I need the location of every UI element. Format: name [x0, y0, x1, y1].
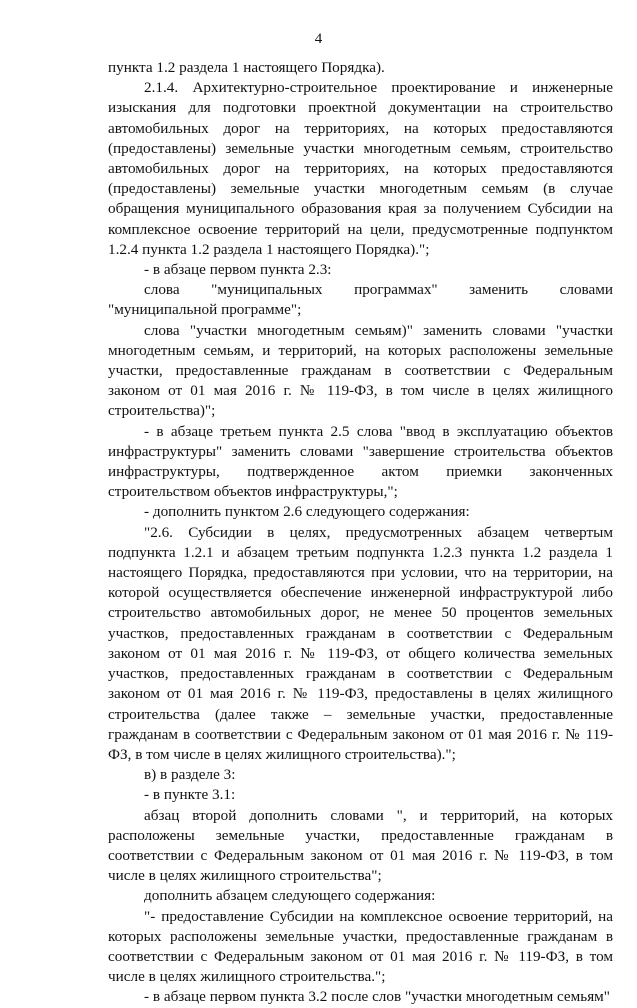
paragraph: слова "муниципальных программах" заменить словами "муниципальной программе"; [108, 281, 613, 319]
paragraph: - в абзаце третьем пункта 2.5 слова "ввод в эксплуатацию объектов инфраструктуры" заменить словами "завершение строительства объектов инфраструктуры, подтвержденное актом приемки законченных строительством объектов инфраструктуры,"; [108, 422, 613, 501]
paragraph: "2.6. Субсидии в целях, предусмотренных абзацем четвертым подпункта 1.2.1 и абзацем третьим подпункта 1.2.3 пункта 1.2 раздела 1 настоящего Порядка, предоставляются при условии, что на территории, на которой осуществляется обеспечение инженерной инфраструктурой либо строительство автомобильных дорог, не менее 50 процентов земельных участков, предоставленных гражданам в соответствии с Федеральным законом от 01 мая 2016 г. № 119-ФЗ, от общего количества земельных участков, предоставленных гражданам в соответствии с Федеральным законом от 01 мая 2016 г. № 119-ФЗ, предоставлены в целях жилищного строительства (далее также – земельные участки, предоставленные гражданам в соответствии с Федеральным законом от 01 мая 2016 г. № 119-ФЗ, в том числе в целях жилищного строительства)."; [108, 523, 613, 763]
paragraph: слова "участки многодетным семьям)" заменить словами "участки многодетным семьям, и территорий, на которых расположены земельные участки, предоставленные гражданам в соответствии с Федеральным законом от 01 мая 2016 г. № 119-ФЗ, в том числе в целях жилищного строительства)"; [108, 321, 613, 420]
paragraph: - в абзаце первом пункта 3.2 после слов "участки многодетным семьям" [144, 988, 610, 1006]
page-number: 4 [314, 31, 323, 47]
document-body [108, 58, 613, 1008]
paragraph: пункта 1.2 раздела 1 настоящего Порядка). [108, 59, 385, 76]
paragraph: - в абзаце первом пункта 2.3: [144, 261, 332, 279]
paragraph: "- предоставление Субсидии на комплексное освоение территорий, на которых расположены земельные участки, предоставленные гражданам в соответствии с Федеральным законом от 01 мая 2016 г. № 119-ФЗ, в том числе в целях жилищного строительства."; [108, 907, 613, 986]
paragraph: - в пункте 3.1: [144, 786, 236, 804]
paragraph: в) в разделе 3: [144, 766, 236, 784]
paragraph: 2.1.4. Архитектурно-строительное проектирование и инженерные изыскания для подготовки проектной документации на строительство автомобильных дорог на территориях, на которых предоставляются (предоставлены) земельные участки многодетным семьям, строительство автомобильных дорог на территориях, на которых предоставляются (предоставлены) земельные участки многодетным семьям (в случае обращения муниципального образования края за получением Субсидии на комплексное освоение территорий на цели, предусмотренные подпунктом 1.2.4 пункта 1.2 раздела 1 настоящего Порядка)."; [108, 79, 613, 258]
paragraph: - дополнить пунктом 2.6 следующего содержания: [144, 503, 470, 521]
paragraph: дополнить абзацем следующего содержания: [144, 887, 436, 905]
paragraph: абзац второй дополнить словами ", и территорий, на которых расположены земельные участки, предоставленные гражданам в соответствии с Федеральным законом от 01 мая 2016 г. № 119-ФЗ, в том числе в целях жилищного строительства"; [108, 806, 613, 885]
